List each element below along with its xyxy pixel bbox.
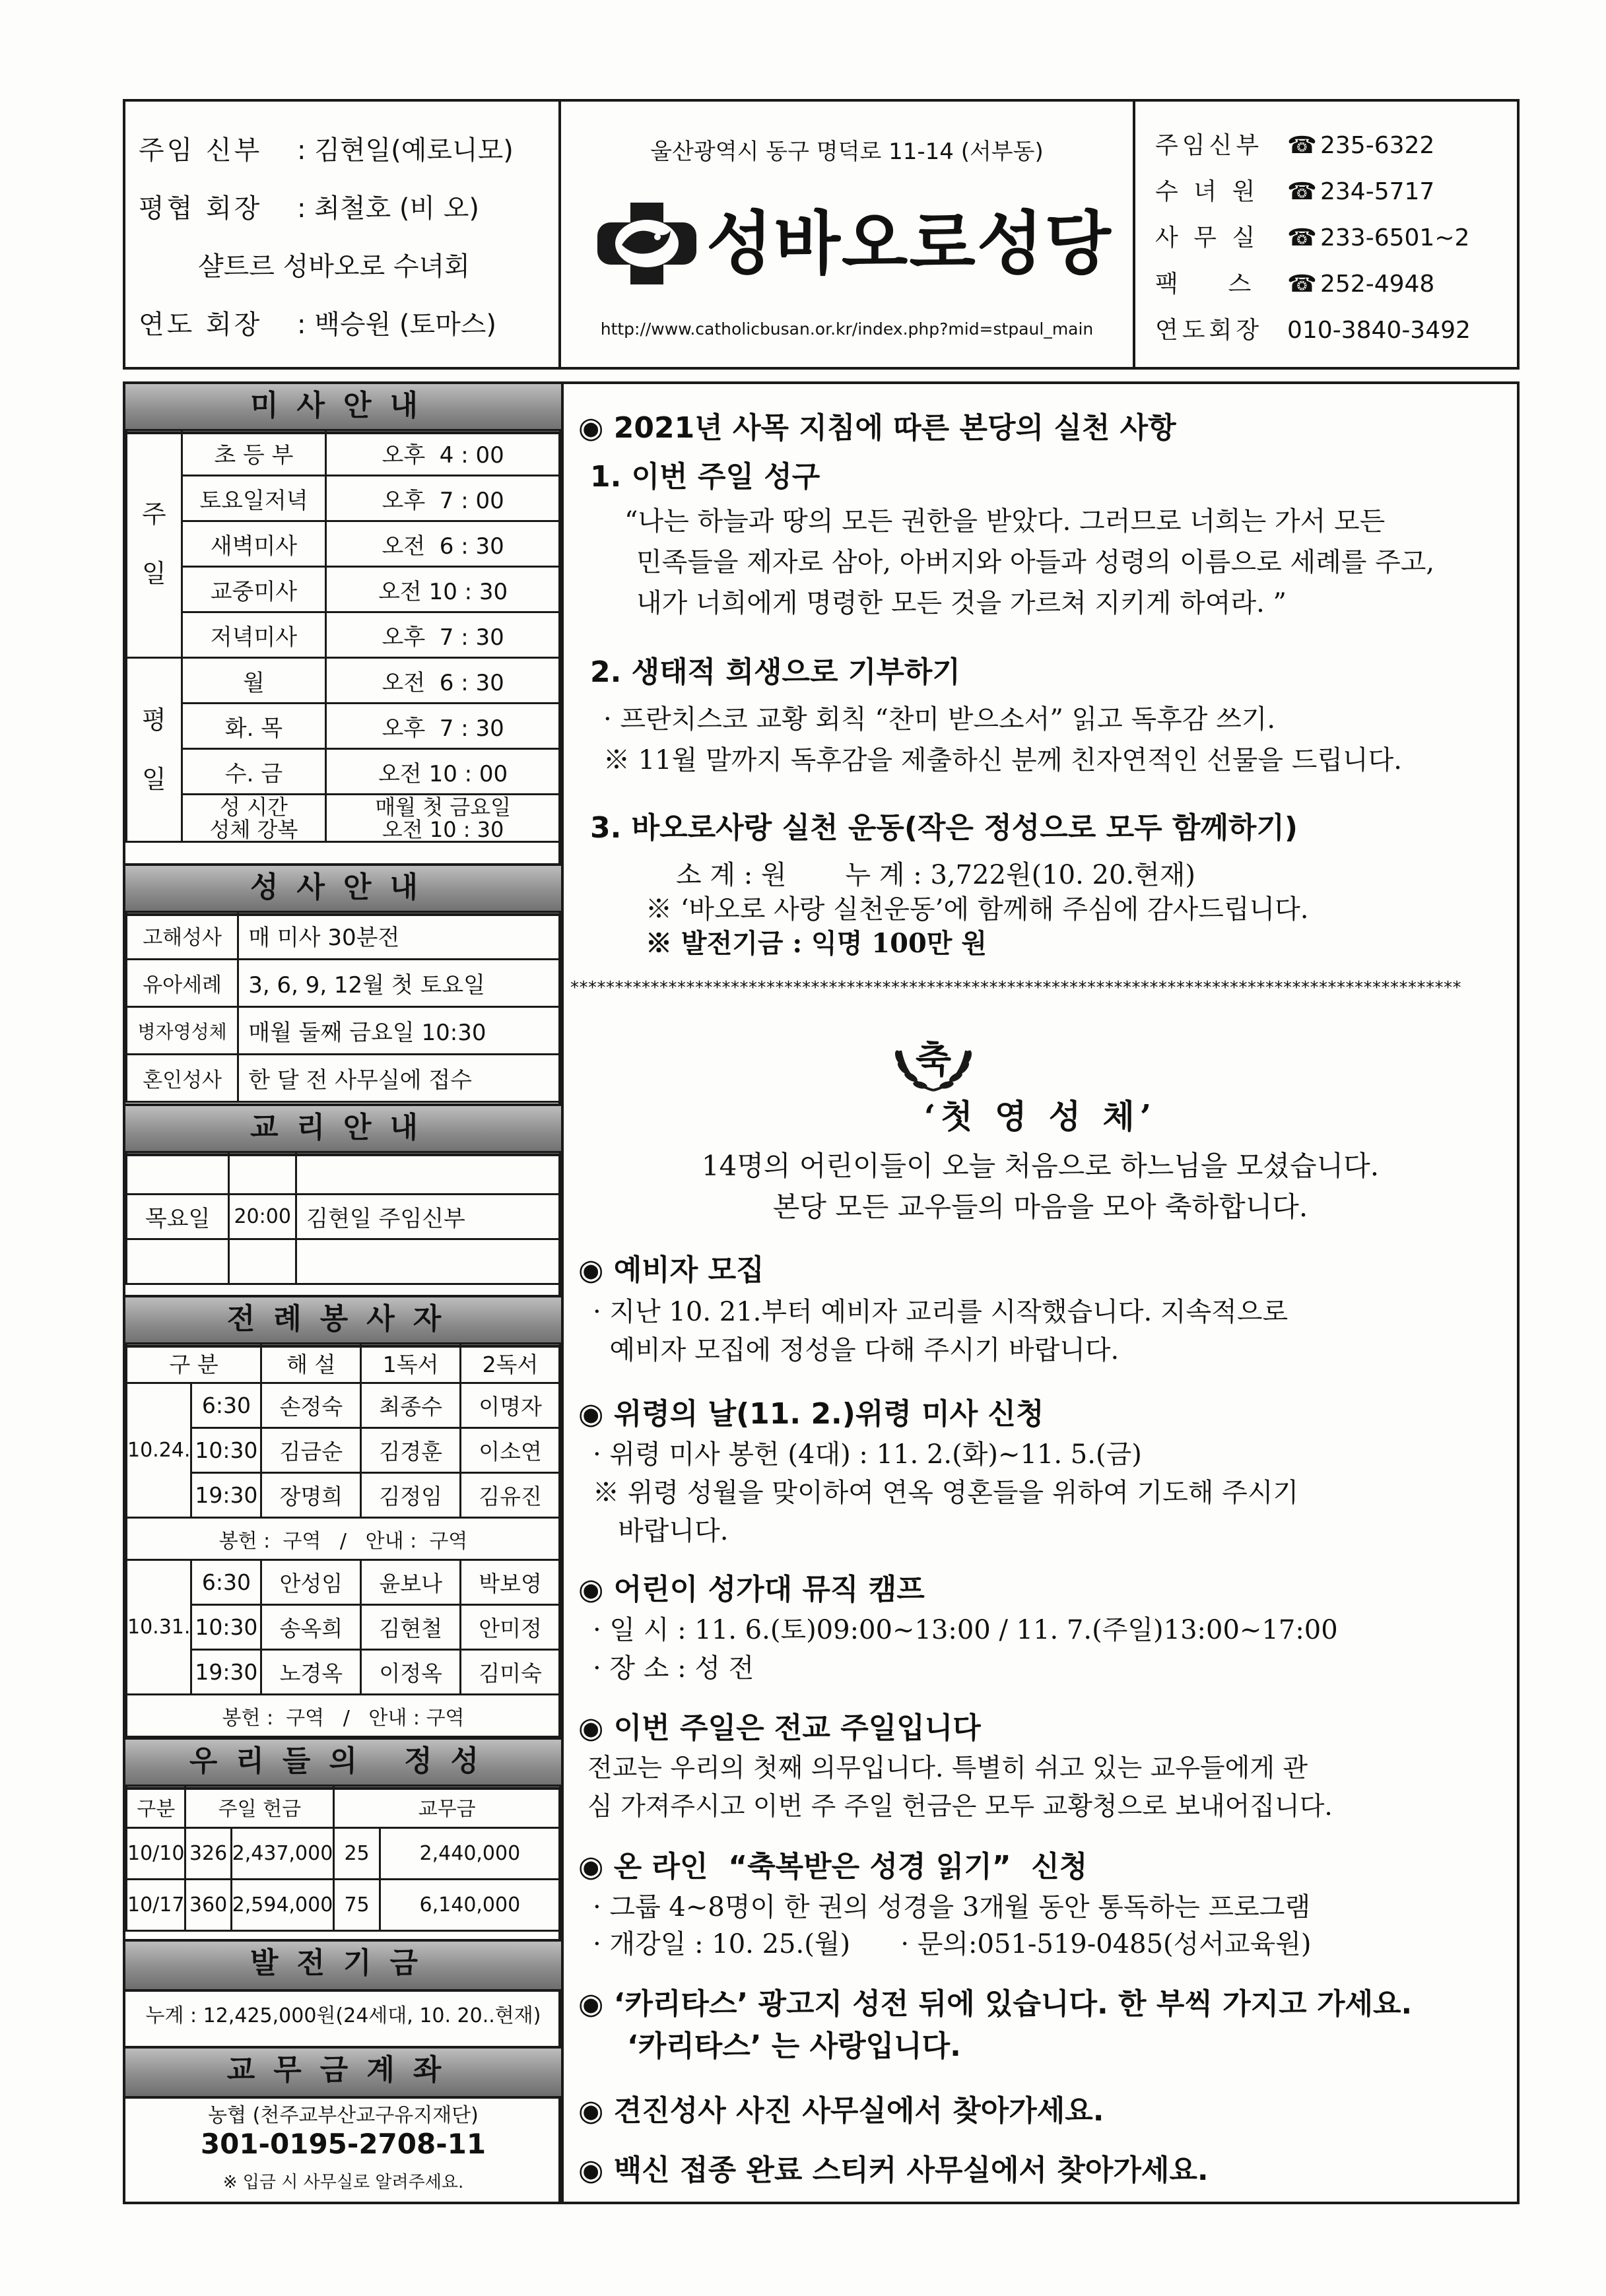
pastor-row [139, 129, 514, 167]
liturgy-header: 2독서 [461, 1344, 560, 1383]
notice-title: ◉ 이번 주일은 전교 주일입니다 [578, 1711, 981, 1745]
subheading-2: 2. 생태적 희생으로 기부하기 [590, 655, 960, 689]
notice-title: ◉ 어린이 성가대 뮤직 캠프 [578, 1573, 925, 1606]
body-line: · 프란치스코 교황 회칙 “찬미 받으소서” 읽고 독후감 쓰기. [603, 704, 1276, 735]
reader-1: 최종수 [361, 1383, 461, 1428]
mass-name: 교중미사 [182, 567, 326, 612]
quote-line: 민족들을 제자로 삼아, 아버지와 아들과 성령의 이름으로 세례를 주고, [636, 547, 1435, 577]
liturgy-header: 해 설 [261, 1344, 361, 1383]
sunday-label: 주일 [127, 430, 182, 658]
mass-name: 토요일저녁 [182, 476, 326, 521]
sacrament-name: 유아세례 [127, 960, 238, 1007]
mass-time: 오전 6 : 30 [326, 521, 560, 567]
yeondo-value: : 백승원 (토마스) [297, 310, 496, 340]
offering-amount: 2,594,000 [231, 1880, 334, 1931]
liturgy-time: 10:30 [191, 1605, 261, 1650]
yeondo-row [139, 304, 496, 341]
notice-title: ◉ 백신 접종 완료 스티커 사무실에서 찾아가세요. [578, 2153, 1209, 2187]
liturgy-time: 6:30 [191, 1560, 261, 1605]
body-line: ※ 11월 말까지 독후감을 제출하신 분께 친자연적인 선물을 드립니다. [603, 745, 1402, 775]
notice-line: · 위령 미사 봉헌 (4대) : 11. 2.(화)~11. 5.(금) [593, 1439, 1142, 1470]
contact-row [1155, 312, 1471, 345]
mass-time: 오후 7 : 00 [326, 476, 560, 521]
notice-title: ◉ 예비자 모집 [578, 1253, 764, 1287]
notice-line: · 장 소 : 성 전 [593, 1653, 754, 1684]
offering-amount: 2,437,000 [231, 1828, 334, 1880]
contact-phone: 010-3840-3492 [1287, 317, 1471, 344]
commentator: 손정숙 [261, 1383, 361, 1428]
notice-line: · 지난 10. 21.부터 예비자 교리를 시작했습니다. 지속적으로 [593, 1297, 1288, 1327]
bullet-icon: ◉ [578, 1850, 604, 1884]
mass-name: 초 등 부 [182, 430, 326, 476]
commentator: 김금순 [261, 1428, 361, 1473]
reader-1: 김현철 [361, 1605, 461, 1650]
liturgy-note: 봉헌 : 구역 / 안내 : 구역 [127, 1695, 560, 1737]
catechism-teacher: 김현일 주임신부 [296, 1195, 560, 1239]
sacrament-section-title: 성사안내 [125, 863, 561, 916]
reader-2: 박보영 [461, 1560, 560, 1605]
notice-line: 예비자 모집에 정성을 다해 주시기 바랍니다. [593, 1335, 1120, 1365]
sacrament-value: 한 달 전 사무실에 접수 [238, 1055, 560, 1102]
account-bank: 농협 (천주교부산교구유지재단) [208, 2104, 479, 2127]
catechism-section-title: 교리안내 [125, 1103, 561, 1156]
mass-time: 오후 7 : 30 [326, 704, 560, 749]
account-note: ※ 입금 시 사무실로 알려주세요. [222, 2173, 464, 2192]
phone-icon: ☎ [1287, 224, 1317, 251]
sacrament-value: 매월 둘째 금요일 10:30 [238, 1007, 560, 1055]
notice-line: ※ 위령 성월을 맞이하여 연옥 영혼들을 위하여 기도해 주시기 [593, 1478, 1299, 1508]
bulletin-header [123, 99, 1520, 370]
contact-label: 수 녀 원 [1155, 178, 1259, 205]
pastor-value: : 김현일(예로니모) [297, 135, 514, 166]
holy-hour-name: 성 시간 성체 강복 [182, 795, 326, 842]
celebrate-line: 본당 모든 교우들의 마음을 모아 축하합니다. [772, 1191, 1308, 1223]
reader-2: 안미정 [461, 1605, 560, 1650]
account-section-title: 교무금계좌 [125, 2046, 561, 2099]
liturgy-section-title: 전례봉사자 [125, 1295, 561, 1348]
liturgy-time: 6:30 [191, 1383, 261, 1428]
liturgy-time: 19:30 [191, 1650, 261, 1695]
fund-section-title: 발전기금 [125, 1939, 561, 1992]
contact-row [1155, 265, 1434, 299]
fund-total: 누계 : 12,425,000원(24세대, 10. 20..현재) [145, 2004, 541, 2027]
sacrament-table [125, 911, 561, 1103]
mass-name: 저녁미사 [182, 612, 326, 658]
offering-header: 주일 헌금 [185, 1786, 334, 1828]
phone-icon: ☎ [1287, 178, 1317, 205]
reader-2: 이소연 [461, 1428, 560, 1473]
bullet-icon: ◉ [578, 1397, 604, 1431]
mass-time: 오전 6 : 30 [326, 658, 560, 704]
catechism-day: 목요일 [127, 1195, 229, 1239]
offering-count: 360 [185, 1880, 231, 1931]
liturgy-date: 10.24. [127, 1383, 191, 1518]
celebrate-title: ‘첫 영 성 체’ [923, 1097, 1157, 1136]
notice-line: ‘카리타스’ 는 사랑입니다. [627, 2029, 961, 2063]
celebrate-line: 14명의 어린이들이 오늘 처음으로 하느님을 모셨습니다. [701, 1150, 1380, 1182]
contact-phone: 235-6322 [1320, 132, 1435, 159]
account-number: 301-0195-2708-11 [200, 2128, 486, 2160]
contact-phone: 234-5717 [1320, 178, 1435, 205]
offering-header: 교무금 [334, 1786, 560, 1828]
offering-section-title: 우리들의 정성 [125, 1737, 561, 1790]
council-label: 평협 회장 [139, 193, 263, 224]
holy-hour-time: 매월 첫 금요일 오전 10 : 30 [326, 795, 560, 842]
notice-title: ◉ 위령의 날(11. 2.)위령 미사 신청 [578, 1397, 1044, 1431]
sacrament-name: 혼인성사 [127, 1055, 238, 1102]
mass-time: 오전 10 : 30 [326, 567, 560, 612]
mass-time: 오전 10 : 00 [326, 749, 560, 795]
liturgy-time: 10:30 [191, 1428, 261, 1473]
mass-time: 오후 7 : 30 [326, 612, 560, 658]
bullet-icon: ◉ [578, 411, 604, 445]
reader-2: 이명자 [461, 1383, 560, 1428]
contact-label: 사 무 실 [1155, 224, 1259, 251]
church-name: 성바오로성당 [706, 203, 1112, 284]
sacrament-name: 병자영성체 [127, 1007, 238, 1055]
mass-name: 새벽미사 [182, 521, 326, 567]
phone-icon: ☎ [1287, 132, 1317, 159]
contact-phone: 233-6501~2 [1320, 224, 1470, 251]
mass-name: 월 [182, 658, 326, 704]
section-pastoral-heading: ◉ 2021년 사목 지침에 따른 본당의 실천 사항 [578, 411, 1176, 445]
notice-line: 바랍니다. [593, 1516, 729, 1546]
offering-count: 326 [185, 1828, 231, 1880]
yeondo-label: 연도 회장 [139, 310, 263, 340]
notice-line: 심 가져주시고 이번 주 주일 헌금은 모두 교황청으로 보내어집니다. [587, 1792, 1333, 1821]
liturgy-note: 봉헌 : 구역 / 안내 : 구역 [127, 1518, 560, 1560]
church-url[interactable]: http://www.catholicbusan.or.kr/index.php?mid=stpaul_main [600, 319, 1094, 339]
commentator: 송옥희 [261, 1605, 361, 1650]
contact-label: 주임신부 [1155, 132, 1263, 159]
star-divider: **************************************************************************************************** [570, 978, 1461, 998]
mass-name: 화. 목 [182, 704, 326, 749]
sacrament-value: 매 미사 30분전 [238, 912, 560, 960]
sacrament-value: 3, 6, 9, 12월 첫 토요일 [238, 960, 560, 1007]
offering-date: 10/10 [127, 1828, 185, 1880]
quote-line: 내가 너희에게 명령한 모든 것을 가르쳐 지키게 하여라. ” [636, 588, 1287, 618]
contact-phone: 252-4948 [1320, 271, 1435, 298]
reader-1: 윤보나 [361, 1560, 461, 1605]
liturgy-table [125, 1342, 561, 1738]
celebrate-badge: 축 [915, 1039, 952, 1082]
notice-title: ◉ ‘카리타스’ 광고지 성전 뒤에 있습니다. 한 부씩 가지고 가세요. [578, 1987, 1413, 2021]
contact-row [1155, 173, 1434, 207]
commentator: 노경옥 [261, 1650, 361, 1695]
header-staff-panel [125, 102, 561, 367]
offering-date: 10/17 [127, 1880, 185, 1931]
laurel-icon [887, 1024, 980, 1097]
offering-header: 구분 [127, 1786, 185, 1828]
mass-name: 수. 금 [182, 749, 326, 795]
body-line: 소 계 : 원 누 계 : 3,722원(10. 20.현재) [676, 860, 1196, 890]
reader-1: 이정옥 [361, 1650, 461, 1695]
dues-amount: 6,140,000 [380, 1880, 560, 1931]
dues-amount: 2,440,000 [380, 1828, 560, 1880]
contact-label: 팩 스 [1155, 271, 1255, 298]
reader-2: 김유진 [461, 1473, 560, 1518]
liturgy-header: 1독서 [361, 1344, 461, 1383]
liturgy-date: 10.31. [127, 1560, 191, 1695]
reader-1: 김경훈 [361, 1428, 461, 1473]
dues-count: 75 [334, 1880, 380, 1931]
notice-title: ◉ 견진성사 사진 사무실에서 찾아가세요. [578, 2094, 1104, 2128]
catechism-time: 20:00 [229, 1195, 296, 1239]
church-logo-icon [594, 197, 700, 290]
header-church-panel [561, 102, 1135, 367]
reader-1: 김정임 [361, 1473, 461, 1518]
quote-line: “나는 하늘과 땅의 모든 권한을 받았다. 그러므로 너희는 가서 모든 [624, 506, 1386, 537]
header-contacts-panel [1135, 102, 1517, 367]
liturgy-time: 19:30 [191, 1473, 261, 1518]
bullet-icon: ◉ [578, 2153, 604, 2187]
offering-table [125, 1785, 561, 1932]
phone-icon: ☎ [1287, 271, 1317, 298]
mass-section-title: 미사안내 [125, 381, 561, 434]
contact-label: 연도회장 [1155, 317, 1263, 344]
notice-title: ◉ 온 라인 “축복받은 성경 읽기” 신청 [578, 1850, 1088, 1884]
pastor-label: 주임 신부 [139, 135, 263, 166]
catechism-table [125, 1151, 561, 1285]
contact-row [1155, 127, 1434, 160]
bullet-icon: ◉ [578, 1573, 604, 1606]
mass-schedule-table [125, 429, 561, 843]
sisters-row: 샬트르 성바오로 수녀회 [198, 251, 470, 282]
main-content [561, 381, 1520, 2204]
bullet-icon: ◉ [578, 2094, 604, 2128]
council-row [139, 187, 479, 225]
body-line: ※ 발전기금 : 익명 100만 원 [646, 928, 987, 959]
mass-time: 오후 4 : 00 [326, 430, 560, 476]
subheading-3: 3. 바오로사랑 실천 운동(작은 정성으로 모두 함께하기) [590, 811, 1298, 845]
notice-line: · 개강일 : 10. 25.(월) · 문의:051-519-0485(성서교육원) [593, 1929, 1312, 1959]
liturgy-header: 구 분 [127, 1344, 261, 1383]
commentator: 안성임 [261, 1560, 361, 1605]
weekday-label: 평일 [127, 658, 182, 842]
reader-2: 김미숙 [461, 1650, 560, 1695]
notice-line: · 일 시 : 11. 6.(토)09:00~13:00 / 11. 7.(주일)13:00~17:00 [593, 1615, 1338, 1645]
commentator: 장명희 [261, 1473, 361, 1518]
church-address: 울산광역시 동구 명덕로 11-14 (서부동) [650, 139, 1044, 165]
bullet-icon: ◉ [578, 1253, 604, 1287]
sacrament-name: 고해성사 [127, 912, 238, 960]
subheading-1: 1. 이번 주일 성구 [590, 460, 820, 494]
body-line: ※ ‘바오로 사랑 실천운동’에 함께해 주심에 감사드립니다. [646, 894, 1309, 925]
council-value: : 최철호 (비 오) [297, 193, 480, 224]
dues-count: 25 [334, 1828, 380, 1880]
bullet-icon: ◉ [578, 1987, 604, 2021]
contact-row [1155, 219, 1469, 253]
notice-line: 전교는 우리의 첫째 의무입니다. 특별히 쉬고 있는 교우들에게 관 [587, 1754, 1308, 1783]
sidebar [123, 381, 561, 2204]
bullet-icon: ◉ [578, 1711, 604, 1745]
notice-line: · 그룹 4~8명이 한 권의 성경을 3개월 동안 통독하는 프로그램 [593, 1892, 1311, 1922]
